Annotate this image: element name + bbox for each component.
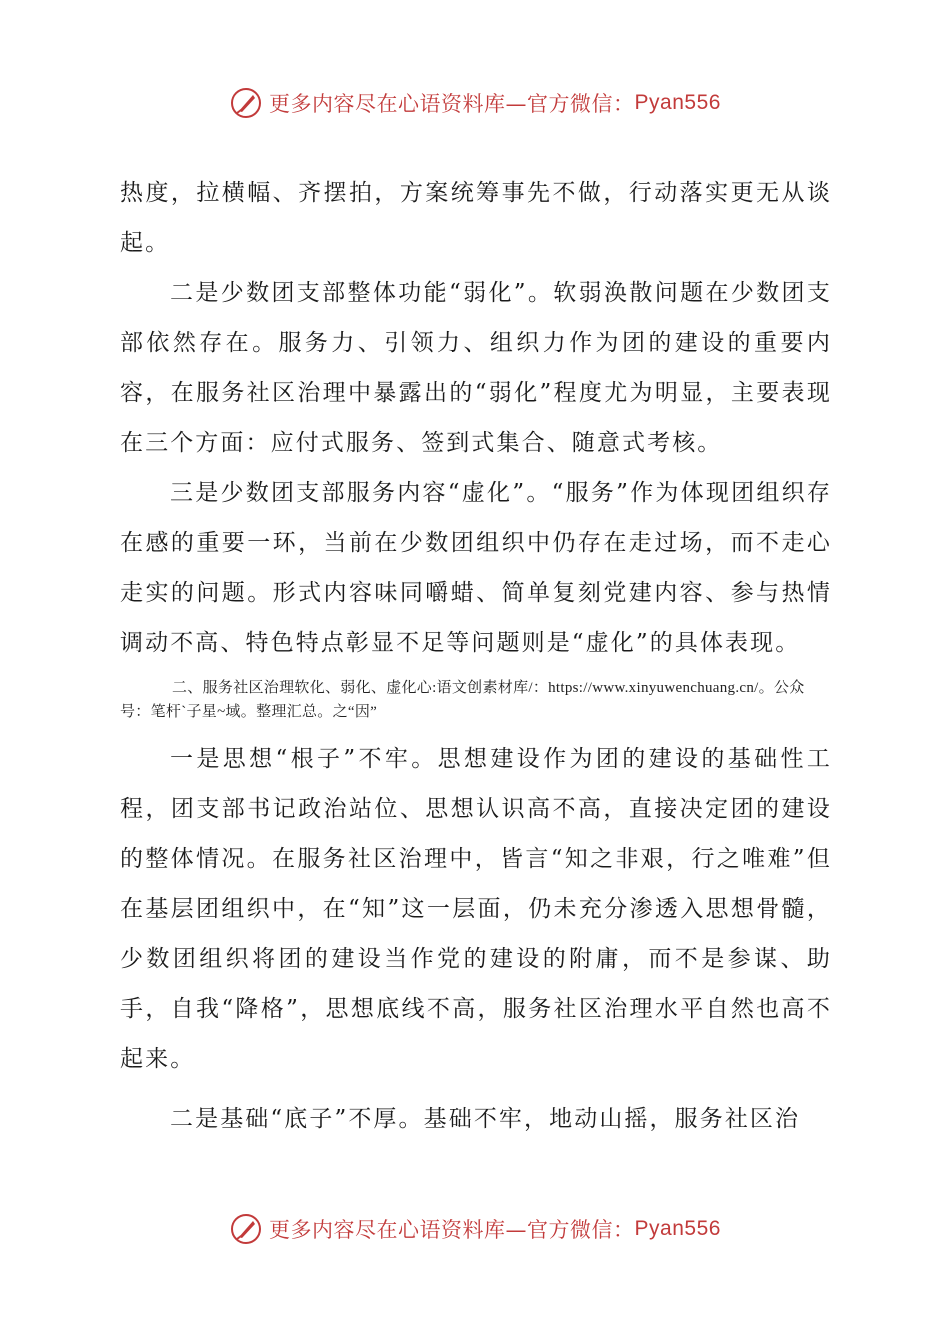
footer-banner-wechat-id: Pyan556 (634, 1217, 721, 1240)
paragraph-1: 热度，拉横幅、齐摆拍，方案统筹事先不做，行动落实更无从谈起。 (120, 180, 832, 256)
header-banner-text: 更多内容尽在心语资料库—官方微信： (269, 92, 635, 116)
section-heading-note: 二、服务社区治理软化、弱化、虚化心:语文创素材库/：https://www.xinyuwenchuang.cn/。公众号：笔杆`子星~域。整理汇总。之“因” (120, 680, 805, 720)
paragraph-4: 一是思想“根子”不牢。思想建设作为团的建设的基础性工程，团支部书记政治站位、思想认识高不高，直接决定团的建设的整体情况。在服务社区治理中，皆言“知之非艰，行之唯难”但在基层团组织中，在“知”这一层面，仍未充分渗透入思想骨髓，少数团组织将团的建设当作党的建设的附庸，而不是参谋、助手，自我“降格”，思想底线不高，服务社区治理水平自然也高不起来。 (120, 746, 832, 1072)
document-body (120, 168, 832, 1144)
paragraph-3: 三是少数团支部服务内容“虚化”。“服务”作为体现团组织存在感的重要一环，当前在少数团组织中仍存在走过场，而不走心走实的问题。形式内容味同嚼蜡、简单复刻党建内容、参与热情调动不高、特色特点彰显不足等问题则是“虚化”的具体表现。 (120, 480, 832, 656)
paragraph-2: 二是少数团支部整体功能“弱化”。软弱涣散问题在少数团支部依然存在。服务力、引领力、组织力作为团的建设的重要内容，在服务社区治理中暴露出的“弱化”程度尤为明显，主要表现在三个方面：应付式服务、签到式集合、随意式考核。 (120, 280, 832, 456)
footer-banner-text: 更多内容尽在心语资料库—官方微信： (269, 1218, 635, 1242)
quill-logo-icon (229, 1212, 263, 1246)
header-banner (0, 86, 950, 120)
quill-logo-icon (229, 86, 263, 120)
footer-banner (0, 1212, 950, 1246)
paragraph-5: 二是基础“底子”不厚。基础不牢，地动山摇，服务社区治 (170, 1106, 801, 1132)
header-banner-wechat-id: Pyan556 (634, 91, 721, 114)
